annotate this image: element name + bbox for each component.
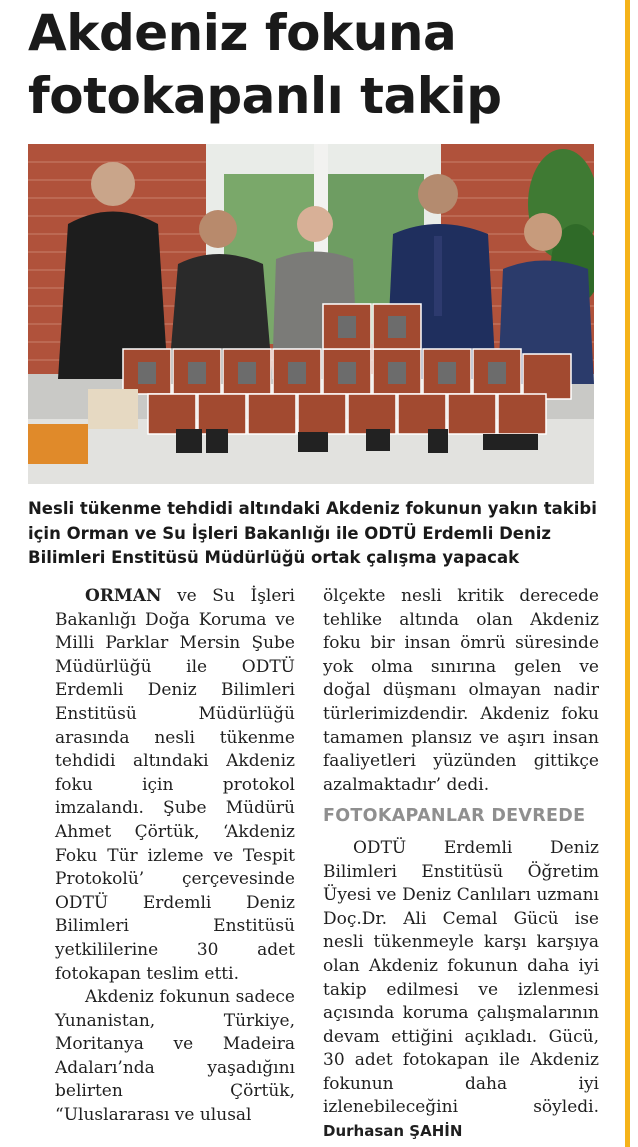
paragraph-2-tail: ölçekte nesli kritik derecede tehlike altında olan Akdeniz foku bir insan ömrü süresinde yok olma sınırına gelen ve doğal düşmanı olmayan nadir türlerimizdendir. Akdeniz foku tamamen plansız ve aşırı insan faaliyetleri yüzünden gittikçe azalmaktadır’ dedi. [323,586,599,795]
news-photo [28,144,594,484]
paragraph-1-body: ve Su İşleri Bakanlığı Doğa Koruma ve Milli Parklar Mersin Şube Müdürlüğü ile ODTÜ Erdemli Deniz Bilimleri Enstitüsü Müdürlüğü arasında nesli tükenme tehdidi altındaki Akdeniz foku için protokol imzalandı. Şube Müdürü Ahmet Çörtük, ‘Akdeniz Foku Tür izleme ve Tespit Protokolü’ çerçevesinde ODTÜ Erdemli Deniz Bilimleri Enstitüsü yetkililerine 30 adet fotokapan teslim etti. [55,586,295,984]
headline [28,2,608,128]
headline-line-2: fotokapanlı takip [28,67,502,125]
headline-line-1: Akdeniz fokuna [28,4,457,62]
article-column-left [55,585,295,1128]
photo-caption: Nesli tükenme tehdidi altındaki Akdeniz fokunun yakın takibi için Orman ve Su İşleri Bakanlığı ile ODTÜ Erdemli Deniz Bilimleri Enstitüsü Müdürlüğü ortak çalışma yapacak [28,499,597,567]
paragraph-1 [55,585,295,986]
right-column-flow [323,585,599,1144]
lead-word: ORMAN [85,586,162,606]
accent-rule [625,0,630,1147]
paragraph-2: Akdeniz fokunun sadece Yunanistan, Türkiye, Moritanya ve Madeira Adaları’nda yaşadığını belirten Çörtük, “Uluslararası ve ulusal [55,987,295,1126]
paragraph-3 [323,837,599,1144]
paragraph-3-body: ODTÜ Erdemli Deniz Bilimleri Enstitüsü Öğretim Üyesi ve Deniz Canlıları uzmanı Doç.Dr. Ali Cemal Gücü ise nesli tükenmeyle karşı karşıya olan Akdeniz fokunun daha iyi takip edilmesi ve izlenmesi açısında koruma çalışmalarının devam ettiğini açıkladı. Gücü, 30 adet fotokapan ile Akdeniz fokunun daha iyi izlenebileceğini söyledi. [323,837,599,1118]
byline: Durhasan ŞAHİN [323,1122,463,1141]
subhead: FOTOKAPANLAR DEVREDE [323,806,586,827]
